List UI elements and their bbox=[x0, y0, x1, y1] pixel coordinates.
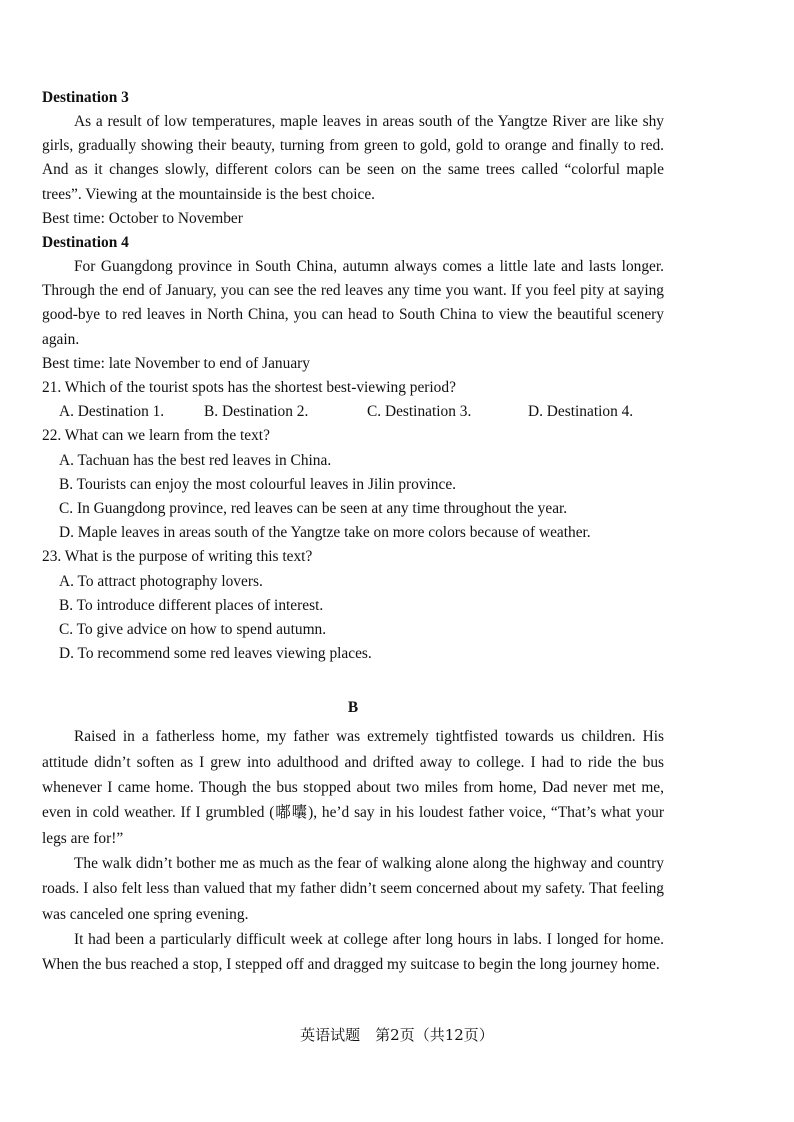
option-b: B. To introduce different places of interest. bbox=[59, 596, 324, 614]
option-a: A. Tachuan has the best red leaves in China. bbox=[59, 451, 332, 469]
option-a: A. To attract photography lovers. bbox=[59, 572, 263, 590]
destination-4-best-time: Best time: late November to end of January bbox=[42, 354, 310, 372]
option-b: B. Tourists can enjoy the most colourful leaves in Jilin province. bbox=[59, 475, 457, 493]
section-b-paragraph-2: The walk didn’t bother me as much as the fear of walking alone along the highway and country roads. I also felt less than valued that my father didn’t seem concerned about my safety. That feeling was canceled one spring evening. bbox=[42, 854, 664, 923]
option-c: C. In Guangdong province, red leaves can be seen at any time throughout the year. bbox=[59, 500, 568, 518]
option-c: C. To give advice on how to spend autumn. bbox=[59, 621, 327, 639]
option-d: D. Maple leaves in areas south of the Yangtze take on more colors because of weather. bbox=[59, 524, 591, 542]
section-b-paragraph-3: It had been a particularly difficult week at college after long hours in labs. I longed for home. When the bus reached a stop, I stepped off and dragged my suitcase to begin the long journey home. bbox=[42, 930, 664, 974]
section-b-label: B bbox=[347, 699, 359, 717]
destination-4-text: For Guangdong province in South China, autumn always comes a little late and lasts longer. Through the end of January, you can see the red leaves any time you want. If you feel pity at saying good-bye to red leaves in North China, you can head to South China to view the beautiful scenery again. bbox=[42, 258, 664, 348]
question-23 bbox=[42, 545, 664, 666]
option-c: C. Destination 3. bbox=[367, 403, 472, 421]
question-stem: 21. Which of the tourist spots has the shortest best-viewing period? bbox=[42, 379, 456, 397]
page-footer: 英语试题 第2页（共12页） bbox=[300, 1026, 494, 1044]
option-d: D. To recommend some red leaves viewing places. bbox=[59, 645, 372, 663]
question-21-options bbox=[42, 400, 664, 424]
exam-page bbox=[42, 86, 664, 977]
section-b-paragraph-1: Raised in a fatherless home, my father was extremely tightfisted towards us children. His attitude didn’t soften as I grew into adulthood and drifted away to college. I had to ride the bus whenever I came home. Though the bus stopped about two miles from home, Dad never met me, even in cold weather. If I grumbled (嘟囔), he’d say in his loudest father voice, “That’s what your legs are for!” bbox=[42, 728, 664, 847]
question-22 bbox=[42, 424, 664, 545]
option-d: D. Destination 4. bbox=[528, 403, 634, 421]
question-stem: 22. What can we learn from the text? bbox=[42, 427, 270, 445]
destination-3-heading: Destination 3 bbox=[42, 89, 129, 106]
destination-3-best-time: Best time: October to November bbox=[42, 209, 243, 227]
option-a: A. Destination 1. bbox=[59, 403, 165, 421]
option-b: B. Destination 2. bbox=[204, 403, 309, 421]
destination-4-heading: Destination 4 bbox=[42, 234, 129, 252]
destination-3-text: As a result of low temperatures, maple leaves in areas south of the Yangtze River are like shy girls, gradually showing their beauty, turning from green to gold, gold to orange and finally to red. And as it changes slowly, different colors can be seen on the same trees called “colorful maple trees”. Viewing at the mountainside is the best choice. bbox=[42, 113, 664, 203]
question-21 bbox=[42, 376, 664, 424]
question-stem: 23. What is the purpose of writing this text? bbox=[42, 548, 313, 566]
